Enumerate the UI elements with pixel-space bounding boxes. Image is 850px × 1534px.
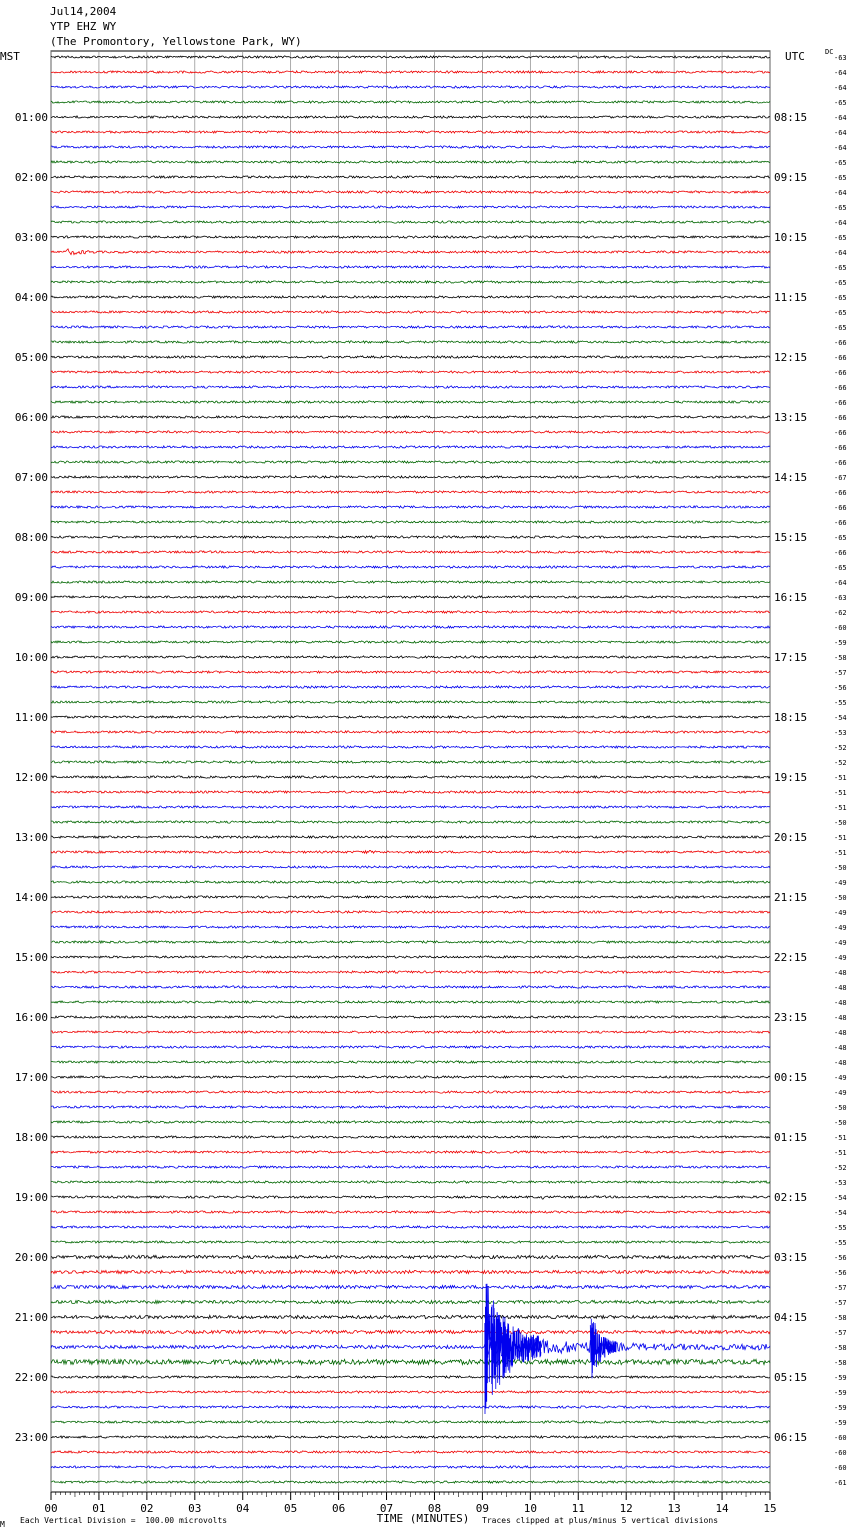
dc-offset-label: -63 xyxy=(834,54,847,62)
dc-offset-label: -52 xyxy=(834,759,847,767)
dc-offset-label: -66 xyxy=(834,399,847,407)
left-hour-label: 01:00 xyxy=(14,111,48,124)
left-hour-label: 02:00 xyxy=(14,171,48,184)
dc-offset-label: -60 xyxy=(834,1449,847,1457)
seismic-trace xyxy=(51,656,770,658)
dc-label: DC xyxy=(825,48,834,56)
seismic-trace xyxy=(51,1061,770,1063)
seismic-trace xyxy=(51,131,770,133)
seismic-trace xyxy=(51,611,770,614)
dc-offset-label: -51 xyxy=(834,1134,847,1142)
right-hour-label: 03:15 xyxy=(774,1251,808,1264)
seismic-trace xyxy=(51,176,770,178)
right-hour-label: 15:15 xyxy=(774,531,808,544)
seismic-trace xyxy=(51,791,770,793)
left-hour-label: 15:00 xyxy=(14,951,48,964)
seismic-trace xyxy=(51,1076,770,1078)
x-tick-label: 05 xyxy=(284,1502,298,1515)
seismic-trace xyxy=(51,746,770,748)
seismic-trace xyxy=(51,536,770,538)
dc-offset-label: -66 xyxy=(834,369,847,377)
seismic-trace xyxy=(51,71,770,73)
dc-offset-label: -58 xyxy=(834,654,847,662)
seismic-trace xyxy=(51,221,770,223)
dc-offset-label: -58 xyxy=(834,1314,847,1322)
x-tick-label: 07 xyxy=(379,1502,394,1515)
seismic-trace xyxy=(51,1406,770,1408)
seismic-trace xyxy=(51,146,770,148)
seismic-trace xyxy=(51,850,770,853)
dc-offset-label: -57 xyxy=(834,669,847,677)
x-tick-label: 06 xyxy=(331,1502,346,1515)
seismic-trace xyxy=(51,1285,770,1288)
x-axis-label: TIME (MINUTES) xyxy=(376,1512,470,1525)
seismic-trace xyxy=(51,281,770,283)
dc-offset-label: -48 xyxy=(834,1059,847,1067)
seismic-trace xyxy=(51,836,770,838)
dc-offset-label: -65 xyxy=(834,564,847,572)
seismic-trace xyxy=(51,1121,770,1123)
x-tick-label: 09 xyxy=(475,1502,490,1515)
x-tick-label: 08 xyxy=(427,1502,442,1515)
right-hour-label: 12:15 xyxy=(774,351,808,364)
dc-offset-label: -48 xyxy=(834,1029,847,1037)
dc-offset-label: -54 xyxy=(834,1209,847,1217)
right-hour-label: 08:15 xyxy=(774,111,808,124)
seismic-trace xyxy=(51,551,770,553)
seismic-trace xyxy=(51,1151,770,1153)
seismic-trace xyxy=(51,761,770,763)
seismic-trace xyxy=(51,386,770,388)
earthquake-burst xyxy=(485,1284,541,1414)
dc-offset-label: -55 xyxy=(834,1239,847,1247)
dc-offset-label: -66 xyxy=(834,354,847,362)
left-hour-label: 23:00 xyxy=(14,1431,48,1444)
seismic-trace xyxy=(51,341,770,343)
dc-offset-label: -65 xyxy=(834,534,847,542)
header-location: (The Promontory, Yellowstone Park, WY) xyxy=(50,35,302,48)
dc-offset-label: -66 xyxy=(834,519,847,527)
dc-offset-label: -67 xyxy=(834,474,847,482)
dc-offset-label: -55 xyxy=(834,699,847,707)
dc-offset-label: -65 xyxy=(834,174,847,182)
right-hour-label: 06:15 xyxy=(774,1431,808,1444)
seismic-trace xyxy=(51,686,770,688)
seismic-trace xyxy=(51,1196,770,1199)
dc-offset-label: -64 xyxy=(834,144,847,152)
seismic-trace xyxy=(51,1166,770,1168)
seismic-trace xyxy=(51,1481,770,1483)
dc-offset-label: -59 xyxy=(834,1374,847,1382)
x-tick-label: 13 xyxy=(667,1502,681,1515)
seismic-trace xyxy=(51,401,770,403)
dc-offset-label: -66 xyxy=(834,489,847,497)
seismic-trace xyxy=(51,1211,770,1213)
dc-offset-label: -49 xyxy=(834,879,847,887)
plot-frame xyxy=(51,51,770,1492)
right-hour-label: 11:15 xyxy=(774,291,808,304)
seismic-trace xyxy=(51,986,770,988)
dc-offset-label: -64 xyxy=(834,84,847,92)
seismic-trace xyxy=(51,581,770,583)
dc-offset-label: -64 xyxy=(834,69,847,77)
dc-offset-label: -66 xyxy=(834,549,847,557)
right-hour-label: 00:15 xyxy=(774,1071,808,1084)
dc-offset-label: -56 xyxy=(834,1254,847,1262)
dc-offset-label: -48 xyxy=(834,969,847,977)
dc-offset-label: -64 xyxy=(834,189,847,197)
dc-offset-label: -57 xyxy=(834,1329,847,1337)
left-hour-label: 14:00 xyxy=(14,891,48,904)
seismic-trace xyxy=(51,806,770,808)
dc-offset-label: -51 xyxy=(834,1149,847,1157)
dc-offset-label: -65 xyxy=(834,294,847,302)
dc-offset-label: -51 xyxy=(834,834,847,842)
right-hour-label: 22:15 xyxy=(774,951,808,964)
seismic-trace xyxy=(51,86,770,88)
seismic-trace xyxy=(51,476,770,478)
dc-offset-label: -50 xyxy=(834,1104,847,1112)
dc-offset-label: -51 xyxy=(834,804,847,812)
dc-offset-label: -48 xyxy=(834,999,847,1007)
seismic-trace xyxy=(51,641,770,643)
seismic-trace xyxy=(51,566,770,568)
header-date: Jul14,2004 xyxy=(50,5,117,18)
right-hour-label: 18:15 xyxy=(774,711,808,724)
seismic-trace xyxy=(51,1241,770,1243)
seismic-trace xyxy=(51,491,770,493)
left-hour-label: 22:00 xyxy=(14,1371,48,1384)
seismic-trace xyxy=(51,446,770,448)
seismic-trace xyxy=(51,1330,770,1333)
aftershock-burst xyxy=(590,1319,616,1379)
left-hour-label: 16:00 xyxy=(14,1011,48,1024)
dc-offset-label: -59 xyxy=(834,1389,847,1397)
seismic-trace xyxy=(51,416,770,418)
right-timezone-label: UTC xyxy=(785,50,805,63)
right-hour-label: 16:15 xyxy=(774,591,808,604)
seismic-trace xyxy=(51,1436,770,1438)
left-timezone-label: MST xyxy=(0,50,20,63)
footer-scale: Each Vertical Division = 100.00 microvolts xyxy=(20,1516,228,1525)
right-hour-label: 20:15 xyxy=(774,831,808,844)
dc-offset-label: -60 xyxy=(834,1434,847,1442)
right-hour-label: 05:15 xyxy=(774,1371,808,1384)
seismic-trace xyxy=(51,596,770,598)
seismic-trace xyxy=(51,1181,770,1183)
seismic-trace xyxy=(51,671,770,673)
x-tick-label: 15 xyxy=(763,1502,777,1515)
right-hour-label: 21:15 xyxy=(774,891,808,904)
seismic-trace xyxy=(51,941,770,943)
footer-clip: Traces clipped at plus/minus 5 vertical divisions xyxy=(482,1516,719,1525)
seismic-trace xyxy=(51,1046,770,1048)
dc-offset-label: -64 xyxy=(834,114,847,122)
left-hour-label: 12:00 xyxy=(14,771,48,784)
seismic-trace xyxy=(51,1376,770,1378)
dc-offset-label: -66 xyxy=(834,459,847,467)
right-hour-label: 13:15 xyxy=(774,411,808,424)
left-hour-label: 07:00 xyxy=(14,471,48,484)
dc-offset-label: -49 xyxy=(834,924,847,932)
right-hour-label: 04:15 xyxy=(774,1311,808,1324)
dc-offset-label: -64 xyxy=(834,219,847,227)
dc-offset-label: -53 xyxy=(834,1179,847,1187)
seismic-trace xyxy=(51,56,770,58)
dc-offset-label: -58 xyxy=(834,1344,847,1352)
dc-offset-label: -65 xyxy=(834,309,847,317)
dc-offset-label: -66 xyxy=(834,444,847,452)
dc-offset-label: -50 xyxy=(834,819,847,827)
seismic-trace xyxy=(51,911,770,913)
dc-offset-label: -48 xyxy=(834,1044,847,1052)
left-hour-label: 17:00 xyxy=(14,1071,48,1084)
seismic-trace xyxy=(51,1359,770,1364)
dc-offset-label: -66 xyxy=(834,414,847,422)
dc-offset-label: -61 xyxy=(834,1479,847,1487)
seismic-trace xyxy=(51,731,770,733)
dc-offset-label: -49 xyxy=(834,1074,847,1082)
dc-offset-label: -66 xyxy=(834,504,847,512)
seismic-trace xyxy=(51,1136,770,1138)
seismic-trace xyxy=(51,926,770,928)
seismic-trace xyxy=(51,1106,770,1108)
left-hour-label: 06:00 xyxy=(14,411,48,424)
dc-offset-label: -55 xyxy=(834,1224,847,1232)
right-hour-label: 19:15 xyxy=(774,771,808,784)
seismic-trace xyxy=(51,1300,770,1303)
dc-offset-label: -49 xyxy=(834,909,847,917)
seismic-trace xyxy=(51,1421,770,1423)
seismic-trace xyxy=(51,116,770,118)
dc-offset-label: -48 xyxy=(834,984,847,992)
dc-offset-label: -51 xyxy=(834,849,847,857)
seismic-trace xyxy=(51,1338,770,1357)
right-hour-label: 09:15 xyxy=(774,171,808,184)
dc-offset-label: -64 xyxy=(834,129,847,137)
seismic-trace xyxy=(51,371,770,373)
seismic-trace xyxy=(51,896,770,898)
left-hour-label: 08:00 xyxy=(14,531,48,544)
left-hour-label: 09:00 xyxy=(14,591,48,604)
seismic-trace xyxy=(51,1255,770,1258)
dc-offset-label: -50 xyxy=(834,1119,847,1127)
left-hour-label: 21:00 xyxy=(14,1311,48,1324)
left-hour-label: 03:00 xyxy=(14,231,48,244)
seismic-trace xyxy=(51,161,770,163)
dc-offset-label: -58 xyxy=(834,1359,847,1367)
x-tick-label: 03 xyxy=(188,1502,202,1515)
x-tick-label: 01 xyxy=(92,1502,106,1515)
left-hour-label: 10:00 xyxy=(14,651,48,664)
seismic-trace xyxy=(51,311,770,313)
dc-offset-label: -50 xyxy=(834,864,847,872)
dc-offset-label: -66 xyxy=(834,339,847,347)
left-hour-label: 05:00 xyxy=(14,351,48,364)
right-hour-label: 14:15 xyxy=(774,471,808,484)
left-hour-label: 20:00 xyxy=(14,1251,48,1264)
dc-offset-label: -49 xyxy=(834,939,847,947)
left-hour-label: 04:00 xyxy=(14,291,48,304)
dc-offset-label: -50 xyxy=(834,894,847,902)
seismic-trace xyxy=(51,1391,770,1393)
dc-offset-label: -62 xyxy=(834,609,847,617)
seismic-trace xyxy=(51,296,770,298)
dc-offset-label: -65 xyxy=(834,99,847,107)
dc-offset-label: -56 xyxy=(834,684,847,692)
right-hour-label: 10:15 xyxy=(774,231,808,244)
dc-offset-label: -52 xyxy=(834,744,847,752)
dc-offset-label: -60 xyxy=(834,1464,847,1472)
dc-offset-label: -57 xyxy=(834,1299,847,1307)
x-tick-label: 04 xyxy=(236,1502,250,1515)
dc-offset-label: -64 xyxy=(834,579,847,587)
seismic-trace xyxy=(51,776,770,778)
seismic-trace xyxy=(51,266,770,268)
header-station: YTP EHZ WY xyxy=(50,20,117,33)
dc-offset-label: -51 xyxy=(834,774,847,782)
dc-offset-label: -63 xyxy=(834,594,847,602)
left-hour-label: 13:00 xyxy=(14,831,48,844)
seismic-trace xyxy=(51,206,770,208)
dc-offset-label: -51 xyxy=(834,789,847,797)
x-tick-label: 14 xyxy=(715,1502,729,1515)
dc-offset-label: -49 xyxy=(834,954,847,962)
dc-offset-label: -65 xyxy=(834,264,847,272)
seismic-trace xyxy=(51,431,770,433)
dc-offset-label: -60 xyxy=(834,624,847,632)
x-tick-label: 00 xyxy=(44,1502,58,1515)
x-tick-label: 10 xyxy=(523,1502,537,1515)
left-hour-label: 19:00 xyxy=(14,1191,48,1204)
seismic-trace xyxy=(51,956,770,958)
seismic-trace xyxy=(51,1466,770,1468)
seismic-trace xyxy=(51,521,770,523)
x-tick-label: 12 xyxy=(619,1502,633,1515)
seismic-trace xyxy=(51,1091,770,1093)
trace-group xyxy=(51,56,770,1483)
seismic-trace xyxy=(51,356,770,358)
dc-offset-label: -59 xyxy=(834,639,847,647)
dc-offset-label: -64 xyxy=(834,249,847,257)
seismic-trace xyxy=(51,1226,770,1228)
seismic-trace xyxy=(51,236,770,238)
seismic-trace xyxy=(51,626,770,628)
seismic-trace xyxy=(51,1270,770,1273)
right-hour-label: 02:15 xyxy=(774,1191,808,1204)
dc-offset-label: -54 xyxy=(834,1194,847,1202)
seismic-trace xyxy=(51,1031,770,1033)
seismic-trace xyxy=(51,191,770,193)
seismic-trace xyxy=(51,249,770,255)
dc-offset-label: -59 xyxy=(834,1404,847,1412)
seismic-trace xyxy=(51,866,770,868)
seismic-trace xyxy=(51,1451,770,1453)
seismic-trace xyxy=(51,1016,770,1018)
seismic-trace xyxy=(51,971,770,973)
right-hour-label: 23:15 xyxy=(774,1011,808,1024)
seismic-trace xyxy=(51,506,770,508)
seismic-trace xyxy=(51,881,770,883)
dc-offset-label: -49 xyxy=(834,1089,847,1097)
dc-offset-label: -65 xyxy=(834,279,847,287)
dc-offset-label: -48 xyxy=(834,1014,847,1022)
seismic-trace xyxy=(51,326,770,328)
seismic-trace xyxy=(51,1001,770,1003)
x-tick-label: 02 xyxy=(140,1502,154,1515)
left-hour-label: 18:00 xyxy=(14,1131,48,1144)
dc-offset-label: -65 xyxy=(834,204,847,212)
right-hour-label: 01:15 xyxy=(774,1131,808,1144)
left-hour-label: 11:00 xyxy=(14,711,48,724)
dc-offset-label: -59 xyxy=(834,1419,847,1427)
dc-offset-label: -65 xyxy=(834,159,847,167)
seismic-trace xyxy=(51,461,770,463)
seismic-trace xyxy=(51,821,770,823)
dc-offset-label: -66 xyxy=(834,429,847,437)
dc-offset-label: -53 xyxy=(834,729,847,737)
x-tick-label: 11 xyxy=(571,1502,585,1515)
dc-offset-label: -66 xyxy=(834,384,847,392)
dc-offset-label: -57 xyxy=(834,1284,847,1292)
right-hour-label: 17:15 xyxy=(774,651,808,664)
dc-offset-label: -65 xyxy=(834,324,847,332)
dc-offset-label: -56 xyxy=(834,1269,847,1277)
footer-mark: M xyxy=(0,1520,5,1529)
dc-offset-label: -65 xyxy=(834,234,847,242)
seismic-trace xyxy=(51,101,770,103)
dc-offset-label: -52 xyxy=(834,1164,847,1172)
seismic-trace xyxy=(51,716,770,718)
seismic-trace xyxy=(51,1315,770,1318)
dc-offset-label: -54 xyxy=(834,714,847,722)
seismic-trace xyxy=(51,701,770,703)
